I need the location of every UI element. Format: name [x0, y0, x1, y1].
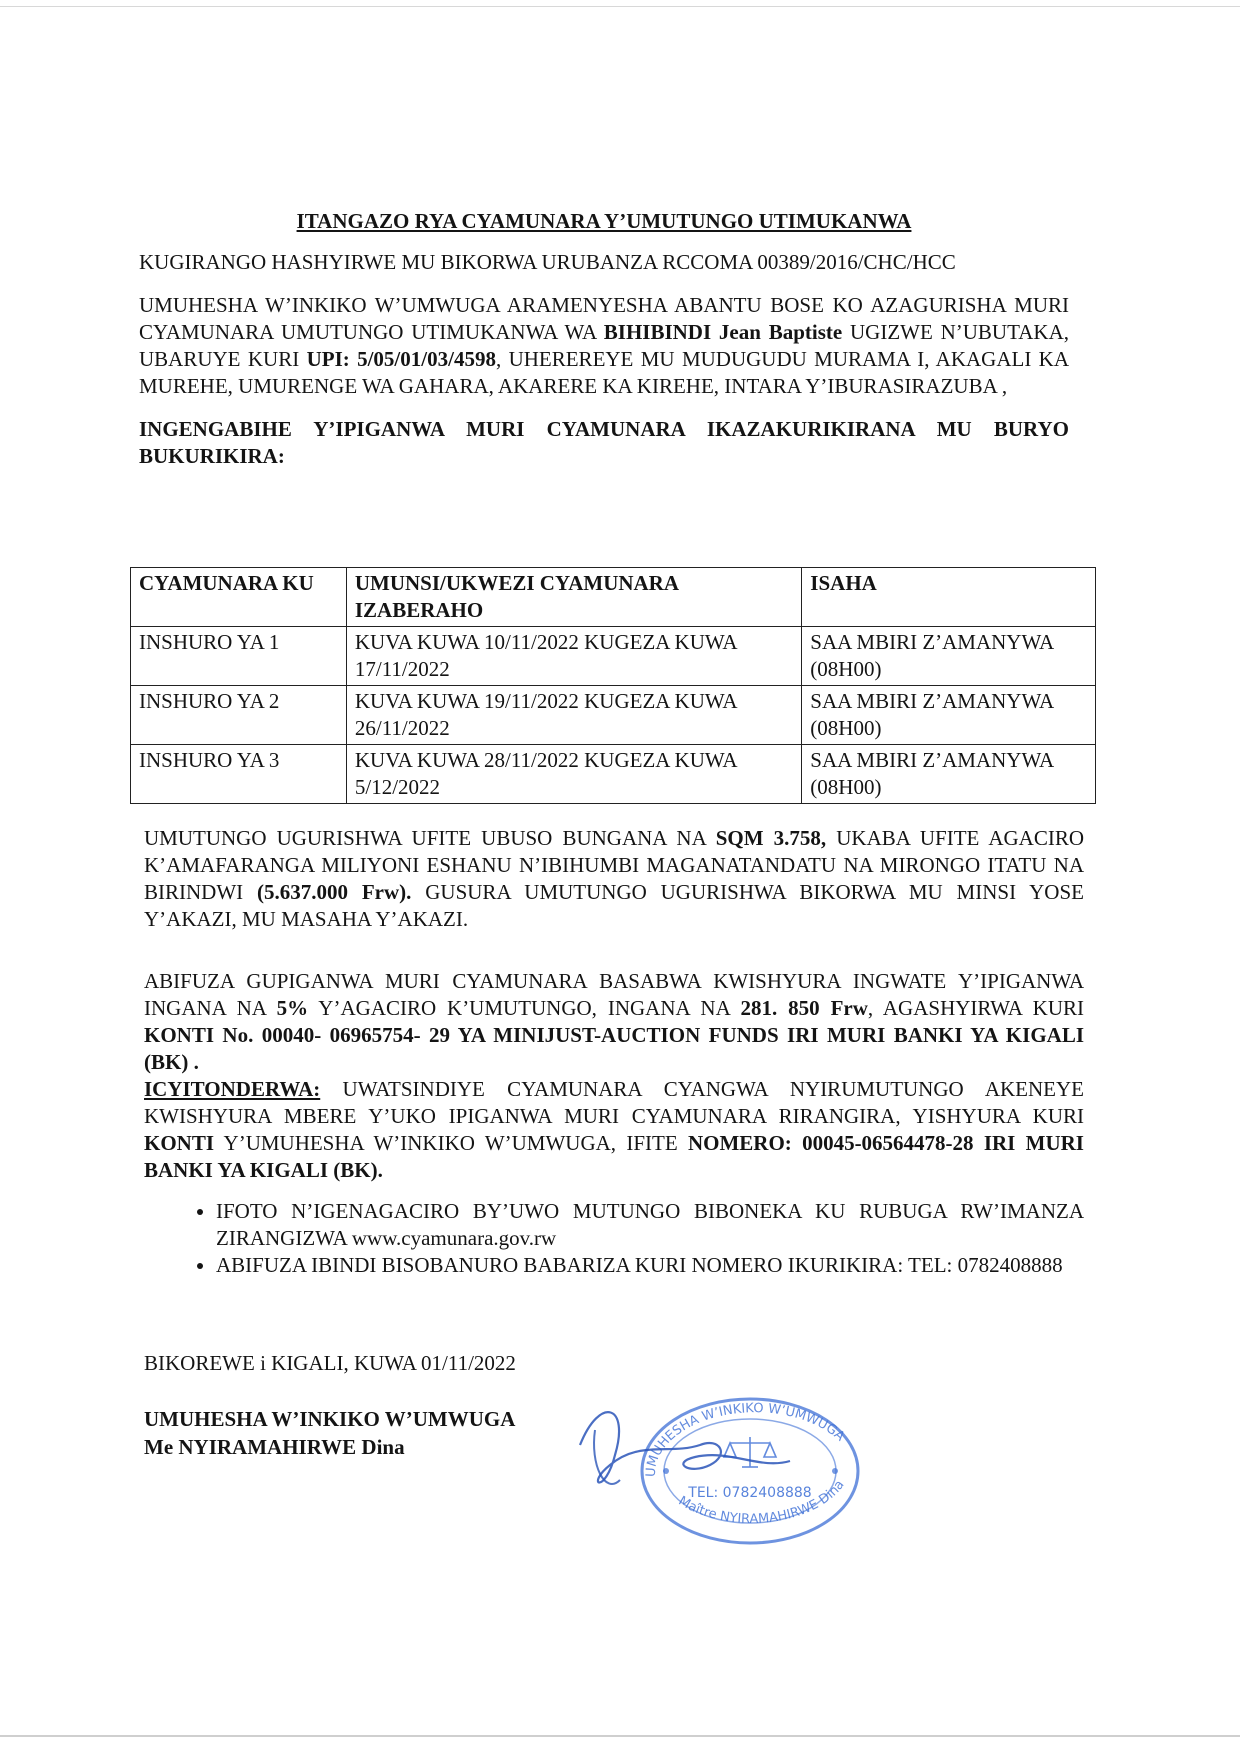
stamp-top-text: UMUHESHA W’INKIKO W’UMWUGA [643, 1401, 848, 1478]
note-paragraph: ICYITONDERWA: UWATSINDIYE CYAMUNARA CYANGWA NYIRUMUTUNGO AKENEYE KWISHYURA MBERE Y’UKO IPIGANWA MURI CYAMUNARA RIRANGIRA, YISHYURA KURI KONTI Y’UMUHESHA W’INKIKO W’UMWUGA, IFITE NOMERO: 00045-06564478-28 IRI MURI BANKI YA KIGALI (BK). [144, 1077, 1084, 1182]
property-value: (5.637.000 Frw). [257, 880, 412, 904]
deposit-account: KONTI No. 00040- 06965754- 29 YA MINIJUST-AUCTION FUNDS IRI MURI BANKI YA KIGALI (BK) . [144, 1023, 1084, 1074]
owner-name: BIHIBINDI Jean Baptiste [603, 320, 843, 344]
official-stamp [560, 1385, 860, 1555]
table-cell: SAA MBIRI Z’AMANYWA (08H00) [802, 627, 1096, 686]
document-title: ITANGAZO RYA CYAMUNARA Y’UMUTUNGO UTIMUKANWA [296, 209, 912, 233]
auction-schedule-table [130, 567, 1096, 804]
signer-title: UMUHESHA W’INKIKO W’UMWUGA [144, 1407, 516, 1431]
column-header: CYAMUNARA KU [131, 568, 347, 627]
table-row [131, 745, 1096, 804]
document-body [139, 208, 1069, 470]
list-item: • ABIFUZA IBINDI BISOBANURO BABARIZA KURI NOMERO IKURIKIRA: TEL: 0782408888 [216, 1252, 1084, 1279]
table-row [131, 627, 1096, 686]
stamp-phone: TEL: 0782408888 [688, 1485, 812, 1501]
announcement-paragraph: UMUHESHA W’INKIKO W’UMWUGA ARAMENYESHA ABANTU BOSE KO AZAGURISHA MURI CYAMUNARA UMUTUNGO UTIMUKANWA WA BIHIBINDI Jean Baptiste UGIZWE N’UBUTAKA, UBARUYE KURI UPI: 5/05/01/03/4598, UHEREREYE MU MUDUGUDU MURAMA I, AKAGALI KA MUREHE, UMURENGE WA GAHARA, AKARERE KA KIREHE, INTARA Y’IBURASIRAZUBA , [139, 293, 1070, 398]
table-header-row [131, 568, 1096, 627]
deposit-percent: 5% [276, 996, 309, 1020]
signer-name: Me NYIRAMAHIRWE Dina [144, 1435, 405, 1459]
schedule-intro: INGENGABIHE Y’IPIGANWA MURI CYAMUNARA IKAZAKURIKIRANA MU BURYO BUKURIKIRA: [139, 417, 1069, 468]
issue-date: BIKOREWE i KIGALI, KUWA 01/11/2022 [144, 1351, 516, 1375]
table-cell: INSHURO YA 3 [131, 745, 347, 804]
table-cell: SAA MBIRI Z’AMANYWA (08H00) [802, 745, 1096, 804]
scan-edge-bottom [0, 1735, 1240, 1737]
document-lower-body [144, 825, 1084, 1279]
deposit-amount: 281. 850 Frw [740, 996, 868, 1020]
note-label: ICYITONDERWA: [144, 1077, 321, 1101]
table-cell: KUVA KUWA 28/11/2022 KUGEZA KUWA 5/12/2022 [346, 745, 801, 804]
case-reference-paragraph: KUGIRANGO HASHYIRWE MU BIKORWA URUBANZA RCCOMA 00389/2016/CHC/HCC [139, 250, 956, 274]
table-cell: SAA MBIRI Z’AMANYWA (08H00) [802, 686, 1096, 745]
stamp-bottom-text: Maître NYIRAMAHIRWE Dina [675, 1477, 848, 1528]
info-bullet-list [144, 1198, 1084, 1279]
scan-edge-top [0, 6, 1240, 7]
payment-account-number: NOMERO: 00045-06564478-28 IRI MURI BANKI YA KIGALI (BK). [144, 1131, 1084, 1182]
upi-number: UPI: 5/05/01/03/4598 [306, 347, 496, 371]
property-description-paragraph: UMUTUNGO UGURISHWA UFITE UBUSO BUNGANA NA SQM 3.758, UKABA UFITE AGACIRO K’AMAFARANGA MILIYONI ESHANU N’IBIHUMBI MAGANATANDATU NA MIRONGO ITATU NA BIRINDWI (5.637.000 Frw). GUSURA UMUTUNGO UGURISHWA BIKORWA MU MINSI YOSE Y’AKAZI, MU MASAHA Y’AKAZI. [144, 826, 1085, 931]
deposit-paragraph: ABIFUZA GUPIGANWA MURI CYAMUNARA BASABWA KWISHYURA INGWATE Y’IPIGANWA INGANA NA 5% Y’AGACIRO K’UMUTUNGO, INGANA NA 281. 850 Frw, AGASHYIRWA KURI KONTI No. 00040- 06965754- 29 YA MINIJUST-AUCTION FUNDS IRI MURI BANKI YA KIGALI (BK) . [144, 969, 1084, 1074]
table-cell: KUVA KUWA 10/11/2022 KUGEZA KUWA 17/11/2022 [346, 627, 801, 686]
list-item: • IFOTO N’IGENAGACIRO BY’UWO MUTUNGO BIBONEKA KU RUBUGA RW’IMANZA ZIRANGIZWA www.cyamunara.gov.rw [216, 1198, 1084, 1252]
column-header: UMUNSI/UKWEZI CYAMUNARA IZABERAHO [346, 568, 801, 627]
table-cell: INSHURO YA 2 [131, 686, 347, 745]
table-cell: KUVA KUWA 19/11/2022 KUGEZA KUWA 26/11/2022 [346, 686, 801, 745]
table-cell: INSHURO YA 1 [131, 627, 347, 686]
table-row [131, 686, 1096, 745]
column-header: ISAHA [802, 568, 1096, 627]
property-area: SQM 3.758, [715, 826, 827, 850]
signature-block [144, 1405, 515, 1461]
